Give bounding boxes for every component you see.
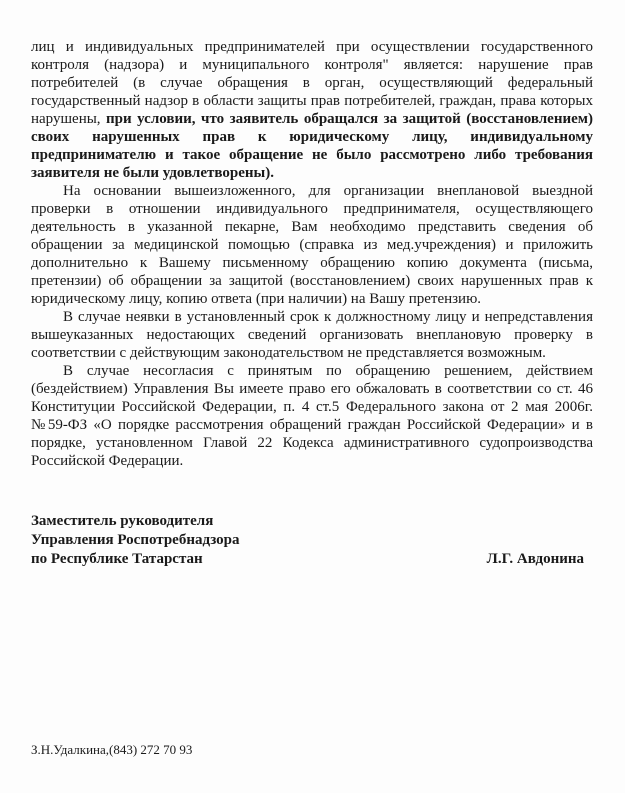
executor-contact: З.Н.Удалкина,(843) 272 70 93 — [31, 742, 193, 757]
signatory-name: Л.Г. Авдонина — [486, 551, 584, 567]
letter-body — [31, 38, 593, 470]
signatory-organization: Управления Роспотребнадзора — [31, 532, 240, 548]
signatory-region: по Республике Татарстан — [31, 551, 203, 567]
paragraph-1-tail: ). — [265, 165, 274, 181]
paragraph-2: На основании вышеизложенного, для организации внеплановой выездной проверки в отношении индивидуального предпринимателя, осуществляющего деятельность в указанной пекарне, Вам необходимо представить сведения об обращении за медицинской помощью (справка из мед.учреждения) и приложить дополнительно к Вашему письменному обращению копию документа (письма, претензии) об обращении за защитой (восстановлением) своих нарушенных прав к юридическому лицу, копию ответа (при наличии) на Вашу претензию. — [31, 183, 593, 307]
paragraph-1 — [31, 38, 593, 182]
paragraph-3: В случае неявки в установленный срок к должностному лицу и непредставления вышеуказанных недостающих сведений организовать внеплановую проверку в соответствии с действующим законодательством не представляется возможным. — [31, 309, 593, 361]
signature-block — [31, 512, 593, 569]
paragraph-1-bold-condition: при условии, что заявитель обращался за защитой (восстановлением) своих нарушенных прав к юридическому лицу, индивидуальному предпринимателю и такое обращение не было рассмотрено либо требования заявителя не были удовлетворены — [31, 111, 593, 181]
paragraph-1-text: лиц и индивидуальных предпринимателей при осуществлении государственного контроля (надзора) и муниципального контроля" является: нарушение прав потребителей (в случае обращения в орган, осуществляющий федеральный государственный надзор в области защиты прав потребителей, граждан, права которых нарушены, — [31, 39, 593, 127]
signatory-position: Заместитель руководителя — [31, 513, 214, 529]
paragraph-4: В случае несогласия с принятым по обращению решением, действием (бездействием) Управления Вы имеете право его обжаловать в соответствии со ст. 46 Конституции Российской Федерации, п. 4 ст.5 Федерального закона от 2 мая 2006г. №59-ФЗ «О порядке рассмотрения обращений граждан Российской Федерации» и в порядке, установленном Главой 22 Кодекса административного судопроизводства Российской Федерации. — [31, 363, 593, 469]
